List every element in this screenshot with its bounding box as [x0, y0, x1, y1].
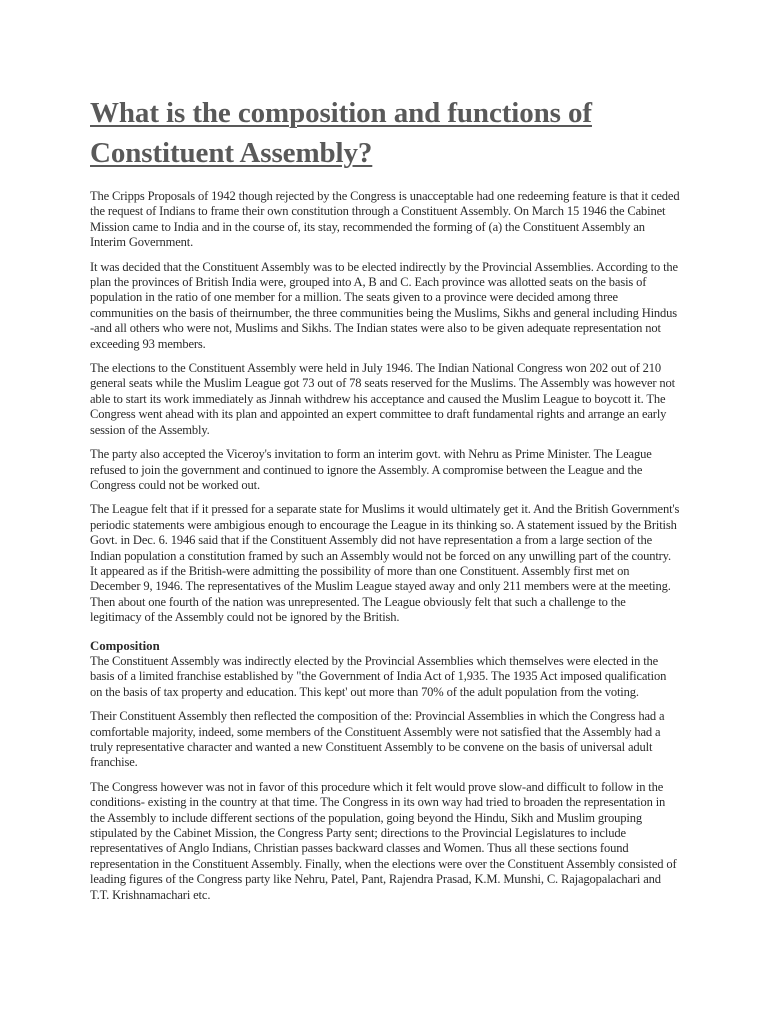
paragraph-interim-government: The party also accepted the Viceroy's invitation to form an interim govt. with Nehru as Prime Minister. The League refused to join the government and continued to ignore the Assembly. A compromise between the League and the Congress could not be worked out. [90, 447, 652, 492]
paragraph-elections-1946: The elections to the Constituent Assembly were held in July 1946. The Indian National Congress won 202 out of 210 general seats while the Muslim League got 73 out of 78 seats reserved for the Muslims. The Assembly was however not able to start its work immediately as Jinnah withdrew his acceptance and caused the Muslim League to boycott it. The Congress went ahead with its plan and appointed an expert committee to draft fundamental rights and arrange an early session of the Assembly. [90, 361, 675, 437]
paragraph-cripps: The Cripps Proposals of 1942 though rejected by the Congress is unacceptable had one redeeming feature is that it ceded the request of Indians to frame their own constitution through a Constituent Assembly. On March 15 1946 the Cabinet Mission came to India and in the course of, its stay, recommended the forming of (a) the Constituent Assembly an Interim Government. [90, 189, 680, 250]
composition-heading: Composition [90, 638, 160, 653]
paragraph-composition-majority: Their Constituent Assembly then reflected the composition of the: Provincial Assemblies in which the Congress had a comfortable majority, indeed, some members of the Constituent Assembly were not satisfied that the Assembly had a truly representative character and wanted a new Constituent Assembly to be convene on the basis of universal adult franchise. [90, 709, 665, 770]
paragraph-composition-franchise: The Constituent Assembly was indirectly elected by the Provincial Assemblies which themselves were elected in the basis of a limited franchise established by "the Government of India Act of 1,935. The 1935 Act imposed qualification on the basis of tax property and education. This kept' out more than 70% of the adult population from the voting. [90, 653, 667, 699]
page-title: What is the composition and functions of Constituent Assembly? [90, 97, 592, 169]
paragraph-election-plan: It was decided that the Constituent Assembly was to be elected indirectly by the Provincial Assemblies. According to the plan the provinces of British India were, grouped into A, B and C. Each province was allotted seats on the basis of population in the ratio of one member for a million. The seats given to a province were decided among three communities on the basis of theirnumber, the three communities being the Muslims, Sikhs and general including Hindus -and all others who were not, Muslims and Sikhs. The Indian states were also to be given adequate representation not exceeding 93 members. [90, 259, 678, 351]
paragraph-league-demand: The League felt that if it pressed for a separate state for Muslims it would ultimately get it. And the British Government's periodic statements were ambigious enough to encourage the League in its thinking so. A statement issued by the British Govt. in Dec. 6. 1946 said that if the Constituent Assembly did not have representation a from a large section of the Indian population a constitution framed by such an Assembly would not be forced on any unwilling part of the country. It appeared as if the British-were admitting the possibility of more than one Constituent. Assembly first met on December 9, 1946. The representatives of the Muslim League stayed away and only 211 members were at the meeting. Then about one fourth of the nation was unrepresented. The League obviously felt that such a challenge to the legitimacy of the Assembly could not be ignored by the British. [90, 502, 680, 625]
paragraph-composition-representation: The Congress however was not in favor of this procedure which it felt would prove slow-and difficult to follow in the conditions- existing in the country at that time. The Congress in its own way had tried to broaden the representation in the Assembly to include different sections of the population, going beyond the Hindu, Sikh and Muslim grouping stipulated by the Cabinet Mission, the Congress Party sent; directions to the Provincial Legislatures to include representatives of Anglo Indians, Christian passes backward classes and Women. Thus all these sections found representation in the Constituent Assembly. Finally, when the elections were over the Constituent Assembly consisted of leading figures of the Congress party like Nehru, Patel, Pant, Rajendra Prasad, K.M. Munshi, C. Rajagopalachari and T.T. Krishnamachari etc. [90, 779, 677, 902]
